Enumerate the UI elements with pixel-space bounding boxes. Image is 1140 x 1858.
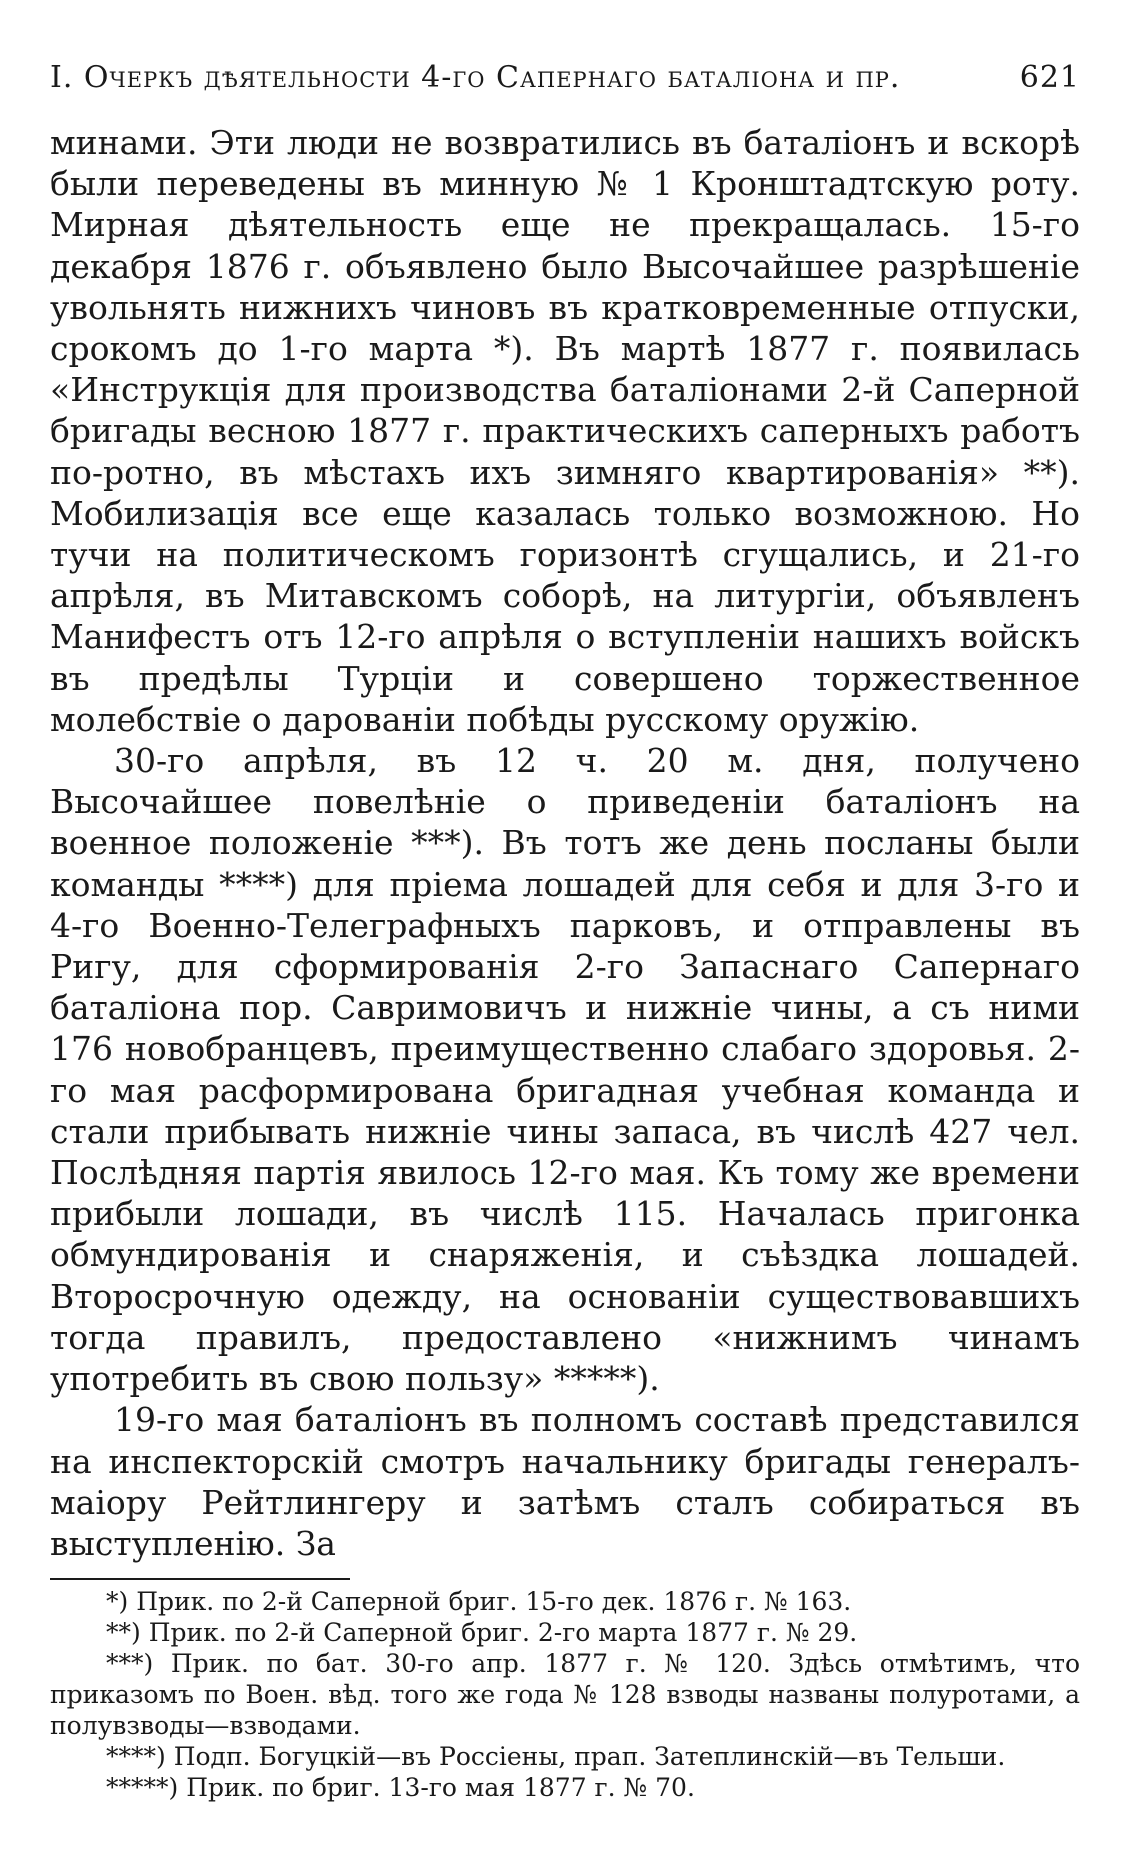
running-head — [50, 60, 1080, 122]
footnote: **) Прик. по 2-й Саперной бриг. 2-го марта 1877 г. № 29. — [106, 1618, 858, 1648]
page-number: 621 — [1019, 60, 1080, 95]
footnote: *) Прик. по 2-й Саперной бриг. 15-го дек. 1876 г. № 163. — [106, 1587, 852, 1617]
book-page — [50, 60, 1080, 1803]
footnote-separator — [50, 1578, 350, 1580]
body-text — [50, 122, 1080, 1564]
footnote: ****) Подп. Богуцкій—въ Россіены, прап. Затеплинскій—въ Тельши. — [106, 1742, 1006, 1772]
paragraph: минами. Эти люди не возвратились въ баталіонъ и вскорѣ были переведены въ минную № 1 Кронштадтскую роту. Мирная дѣятельность еще не прекращалась. 15-го декабря 1876 г. объявлено было Высочайшее разрѣшеніе увольнять нижнихъ чиновъ въ кратковременные отпуски, срокомъ до 1-го марта *). Въ мартѣ 1877 г. появилась «Инструкція для производства баталіонами 2-й Саперной бригады весною 1877 г. практическихъ саперныхъ работъ по-ротно, въ мѣстахъ ихъ зимняго квартированія» **). Мобилизація все еще казалась только возможною. Но тучи на политическомъ горизонтѣ сгущались, и 21-го апрѣля, въ Митавскомъ соборѣ, на литургіи, объявленъ Манифестъ отъ 12-го апрѣля о вступленіи нашихъ войскъ въ предѣлы Турціи и совершено торжественное молебствіе о дарованіи побѣды русскому оружію. — [50, 123, 1080, 739]
paragraph: 19-го мая баталіонъ въ полномъ составѣ представился на инспекторскій смотръ начальнику бригады генералъ-маіору Рейтлингеру и затѣмъ сталъ собираться въ выступленію. За — [50, 1400, 1080, 1563]
footnote: ***) Прик. по бат. 30-го апр. 1877 г. № 120. Здѣсь отмѣтимъ, что приказомъ по Воен. вѣд. того же года № 128 взводы названы полуротами, а полувзводы—взводами. — [50, 1649, 1080, 1741]
paragraph: 30-го апрѣля, въ 12 ч. 20 м. дня, получено Высочайшее повелѣніе о приведеніи баталіонъ на военное положеніе ***). Въ тотъ же день посланы были команды ****) для пріема лошадей для себя и для 3-го и 4-го Военно-Телеграфныхъ парковъ, и отправлены въ Ригу, для сформированія 2-го Запаснаго Сапернаго баталіона пор. Савримовичъ и нижніе чины, а съ ними 176 новобранцевъ, преимущественно слабаго здоровья. 2-го мая расформирована бригадная учебная команда и стали прибывать нижніе чины запаса, въ числѣ 427 чел. Послѣдняя партія явилось 12-го мая. Къ тому же времени прибыли лошади, въ числѣ 115. Началась пригонка обмундированія и снаряженія, и съѣздка лошадей. Второсрочную одежду, на основаніи существовавшихъ тогда правилъ, предоставлено «нижнимъ чинамъ употребить въ свою пользу» *****). — [50, 741, 1080, 1399]
footnote: *****) Прик. по бриг. 13-го мая 1877 г. № 70. — [106, 1773, 695, 1803]
footnotes — [50, 1586, 1080, 1803]
chapter-title: I. Очеркъ дѣятельности 4-го Сапернаго баталіона и пр. — [50, 60, 901, 95]
